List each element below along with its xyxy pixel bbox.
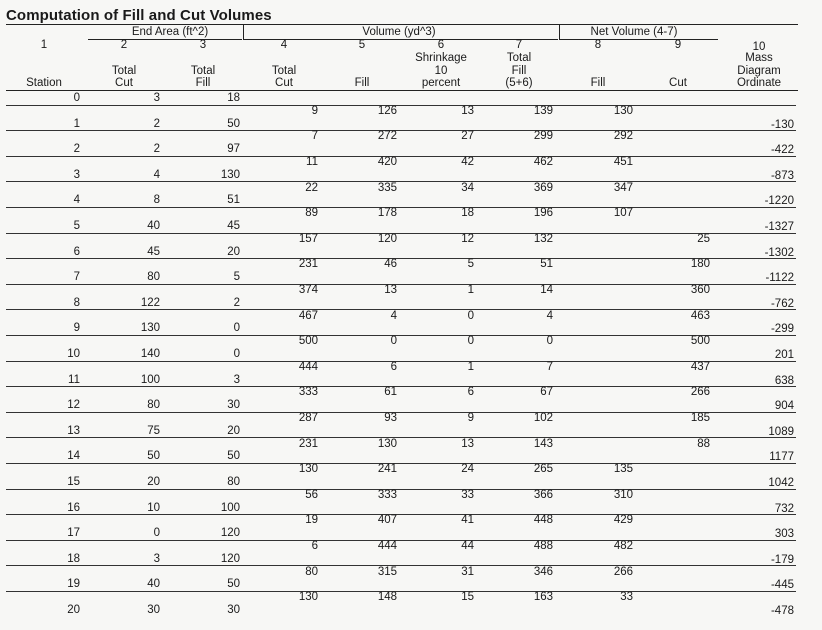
end-area-fill: 0 xyxy=(233,348,240,360)
mass-ordinate: -445 xyxy=(770,579,794,592)
net-cut: 360 xyxy=(690,284,710,296)
end-area-cut: 10 xyxy=(147,501,160,514)
end-area-cut: 0 xyxy=(153,527,160,540)
end-area-fill: 120 xyxy=(220,527,240,540)
station-number: 17 xyxy=(67,527,80,540)
column-number: 9 xyxy=(674,39,682,51)
end-area-fill: 5 xyxy=(233,271,240,284)
shrinkage: 44 xyxy=(461,540,474,552)
row-rule xyxy=(6,258,796,259)
end-area-fill: 130 xyxy=(220,168,240,181)
shrinkage: 1 xyxy=(467,360,474,373)
net-cut: 185 xyxy=(690,412,710,424)
station-number: 6 xyxy=(73,245,80,258)
net-fill: 429 xyxy=(613,514,633,527)
mass-ordinate: -1220 xyxy=(764,195,794,208)
end-area-fill: 45 xyxy=(227,220,240,232)
net-fill: 135 xyxy=(613,463,633,476)
total-fill: 299 xyxy=(533,130,553,143)
total-fill: 132 xyxy=(533,232,553,245)
row-rule xyxy=(6,386,796,387)
net-fill: 266 xyxy=(613,565,633,578)
shrinkage: 42 xyxy=(461,156,474,168)
volume-fill: 241 xyxy=(377,463,397,476)
group-header-volume: Volume (yd^3) xyxy=(362,26,436,38)
mass-ordinate: -299 xyxy=(770,323,794,336)
end-area-cut: 140 xyxy=(140,348,160,360)
volume-cut: 467 xyxy=(298,309,318,322)
group-header-end_area: End Area (ft^2) xyxy=(131,26,209,38)
volume-cut: 6 xyxy=(311,540,318,552)
total-fill: 265 xyxy=(533,463,553,476)
column-header-text: Cut xyxy=(669,77,687,89)
net-cut: 25 xyxy=(697,232,710,245)
column-header-text: (5+6) xyxy=(505,77,533,89)
net-fill: 33 xyxy=(620,591,633,604)
row-rule xyxy=(6,361,796,362)
volume-cut: 500 xyxy=(298,335,318,348)
volume-cut: 56 xyxy=(305,488,318,501)
end-area-cut: 4 xyxy=(153,168,160,181)
column-header-text: Total xyxy=(271,64,297,77)
volume-cut: 374 xyxy=(298,284,318,296)
end-area-cut: 45 xyxy=(147,245,160,258)
end-area-cut: 122 xyxy=(140,296,160,309)
station-number: 1 xyxy=(73,117,80,130)
shrinkage: 31 xyxy=(461,565,474,578)
station-number: 2 xyxy=(73,143,80,156)
end-area-fill: 80 xyxy=(227,476,240,488)
column-number: 6 xyxy=(437,39,445,51)
row-rule xyxy=(6,181,796,182)
volume-cut: 157 xyxy=(298,232,318,245)
end-area-cut: 100 xyxy=(140,373,160,386)
end-area-fill: 97 xyxy=(227,143,240,156)
mass-ordinate: 638 xyxy=(774,374,794,387)
mass-ordinate: 1177 xyxy=(769,451,794,464)
shrinkage: 24 xyxy=(461,463,474,476)
row-rule xyxy=(6,489,796,490)
volume-cut: 22 xyxy=(305,181,318,194)
volume-fill: 130 xyxy=(377,437,397,450)
shrinkage: 5 xyxy=(467,258,474,271)
mass-ordinate: 732 xyxy=(774,502,794,515)
station-number: 3 xyxy=(73,168,80,181)
column-header-text: Station xyxy=(26,77,62,89)
total-fill: 163 xyxy=(533,591,553,604)
shrinkage: 18 xyxy=(461,207,474,220)
volume-fill: 13 xyxy=(384,284,397,296)
shrinkage: 0 xyxy=(467,309,474,322)
shrinkage: 33 xyxy=(461,488,474,501)
column-number: 8 xyxy=(594,39,602,51)
volume-cut: 231 xyxy=(298,437,318,450)
shrinkage: 6 xyxy=(467,386,474,399)
column-header-text: Total xyxy=(190,64,216,77)
end-area-fill: 100 xyxy=(220,501,240,514)
mass-ordinate: -478 xyxy=(770,605,794,617)
volume-cut: 444 xyxy=(298,360,318,373)
column-header-text: Total xyxy=(506,52,532,64)
column-header-text: Fill xyxy=(590,77,606,89)
row-rule xyxy=(6,463,796,464)
net-cut: 463 xyxy=(690,309,710,322)
mass-ordinate: 1042 xyxy=(768,477,794,489)
column-header-text: Mass xyxy=(745,52,773,64)
shrinkage: 13 xyxy=(461,437,474,450)
shrinkage: 12 xyxy=(461,232,474,245)
column-number: 10 xyxy=(752,41,766,53)
row-rule xyxy=(6,284,796,285)
column-header-text: Fill xyxy=(511,64,527,77)
mass-ordinate: -1327 xyxy=(764,221,794,233)
end-area-fill: 50 xyxy=(227,450,240,463)
volume-fill: 272 xyxy=(377,130,397,143)
net-fill: 310 xyxy=(613,488,633,501)
shrinkage: 1 xyxy=(467,284,474,296)
end-area-cut: 80 xyxy=(147,271,160,284)
total-fill: 4 xyxy=(546,309,553,322)
group-separator xyxy=(243,24,244,40)
volume-fill: 4 xyxy=(390,309,397,322)
total-fill: 346 xyxy=(533,565,553,578)
total-fill: 488 xyxy=(533,540,553,552)
volume-fill: 0 xyxy=(390,335,397,348)
row-rule xyxy=(6,130,796,131)
volume-fill: 46 xyxy=(384,258,397,271)
column-header-text: 10 xyxy=(434,64,448,77)
shrinkage: 41 xyxy=(461,514,474,527)
column-header-text: Diagram xyxy=(737,64,781,77)
station-number: 16 xyxy=(67,501,80,514)
end-area-cut: 8 xyxy=(153,194,160,207)
volume-cut: 9 xyxy=(311,104,318,117)
volume-cut: 80 xyxy=(305,565,318,578)
total-fill: 0 xyxy=(546,335,553,348)
volume-fill: 148 xyxy=(377,591,397,604)
total-fill: 366 xyxy=(533,488,553,501)
net-fill: 347 xyxy=(613,181,633,194)
volume-cut: 231 xyxy=(298,258,318,271)
volume-fill: 178 xyxy=(377,207,397,220)
volume-fill: 315 xyxy=(377,565,397,578)
end-area-fill: 3 xyxy=(233,373,240,386)
volume-fill: 6 xyxy=(390,360,397,373)
row-rule xyxy=(6,514,796,515)
group-separator xyxy=(559,24,560,40)
shrinkage: 27 xyxy=(461,130,474,143)
end-area-cut: 3 xyxy=(153,552,160,565)
mass-ordinate: -130 xyxy=(770,118,794,131)
shrinkage: 13 xyxy=(461,104,474,117)
station-number: 0 xyxy=(73,92,80,104)
mass-ordinate: 303 xyxy=(774,528,794,541)
column-number: 7 xyxy=(515,39,523,51)
end-area-fill: 30 xyxy=(227,399,240,412)
end-area-cut: 75 xyxy=(147,424,160,437)
volume-cut: 130 xyxy=(298,591,318,604)
title-underline xyxy=(6,24,798,25)
row-rule xyxy=(6,156,796,157)
station-number: 18 xyxy=(67,552,80,565)
row-rule xyxy=(6,233,796,234)
station-number: 5 xyxy=(73,220,80,232)
header-bottom-rule xyxy=(6,90,798,91)
row-rule xyxy=(6,412,796,413)
end-area-cut: 2 xyxy=(153,117,160,130)
station-number: 7 xyxy=(73,271,80,284)
total-fill: 462 xyxy=(533,156,553,168)
end-area-cut: 2 xyxy=(153,143,160,156)
net-cut: 180 xyxy=(690,258,710,271)
end-area-fill: 30 xyxy=(227,604,240,616)
station-number: 14 xyxy=(67,450,80,463)
net-cut: 88 xyxy=(697,437,710,450)
volume-fill: 407 xyxy=(377,514,397,527)
volume-cut: 19 xyxy=(305,514,318,527)
mass-ordinate: -762 xyxy=(770,297,794,310)
end-area-fill: 20 xyxy=(227,424,240,437)
volume-cut: 333 xyxy=(298,386,318,399)
column-header-text: Cut xyxy=(275,77,293,89)
net-fill: 482 xyxy=(613,540,633,552)
volume-fill: 126 xyxy=(377,104,397,117)
total-fill: 102 xyxy=(533,412,553,424)
net-fill: 130 xyxy=(613,104,633,117)
total-fill: 14 xyxy=(540,284,553,296)
column-number: 5 xyxy=(358,39,366,51)
row-rule xyxy=(6,105,796,106)
end-area-cut: 130 xyxy=(140,322,160,335)
end-area-fill: 2 xyxy=(233,296,240,309)
row-rule xyxy=(6,207,796,208)
net-fill: 292 xyxy=(613,130,633,143)
end-area-cut: 80 xyxy=(147,399,160,412)
row-rule xyxy=(6,437,796,438)
station-number: 11 xyxy=(68,373,80,386)
net-cut: 437 xyxy=(690,360,710,373)
end-area-fill: 18 xyxy=(227,92,240,104)
volume-cut: 130 xyxy=(298,463,318,476)
station-number: 12 xyxy=(67,399,80,412)
shrinkage: 15 xyxy=(461,591,474,604)
column-header-text: Total xyxy=(111,64,137,77)
end-area-fill: 50 xyxy=(227,578,240,591)
column-header-text: Shrinkage xyxy=(415,52,467,64)
total-fill: 369 xyxy=(533,181,553,194)
mass-ordinate: 201 xyxy=(774,349,794,361)
end-area-cut: 30 xyxy=(147,604,160,616)
end-area-cut: 40 xyxy=(147,578,160,591)
total-fill: 7 xyxy=(546,360,553,373)
end-area-fill: 120 xyxy=(220,552,240,565)
column-number: 3 xyxy=(199,39,207,51)
mass-ordinate: 1089 xyxy=(768,425,794,438)
column-header-text: Fill xyxy=(195,77,211,89)
group-rule-end_area xyxy=(88,39,242,40)
column-header-text: percent xyxy=(421,77,461,89)
mass-ordinate: -1302 xyxy=(764,246,794,259)
net-fill: 107 xyxy=(613,207,633,220)
volume-fill: 93 xyxy=(384,412,397,424)
volume-fill: 335 xyxy=(377,181,397,194)
net-cut: 266 xyxy=(690,386,710,399)
page-title: Computation of Fill and Cut Volumes xyxy=(6,7,272,24)
end-area-fill: 51 xyxy=(227,194,240,207)
volume-fill: 333 xyxy=(377,488,397,501)
row-rule xyxy=(6,591,796,592)
shrinkage: 0 xyxy=(467,335,474,348)
mass-ordinate: -179 xyxy=(770,553,794,566)
station-number: 15 xyxy=(67,476,80,488)
mass-ordinate: -422 xyxy=(770,144,794,157)
column-header-text: Cut xyxy=(115,77,133,89)
group-rule-net_volume xyxy=(560,39,718,40)
station-number: 8 xyxy=(73,296,80,309)
total-fill: 196 xyxy=(533,207,553,220)
shrinkage: 9 xyxy=(467,412,474,424)
total-fill: 139 xyxy=(533,104,553,117)
station-number: 20 xyxy=(67,604,80,616)
column-header-text: Ordinate xyxy=(736,77,782,89)
row-rule xyxy=(6,309,796,310)
mass-ordinate: -873 xyxy=(770,169,794,182)
station-number: 10 xyxy=(67,348,80,360)
column-number: 4 xyxy=(280,39,288,51)
end-area-fill: 0 xyxy=(233,322,240,335)
volume-fill: 120 xyxy=(377,232,397,245)
volume-cut: 11 xyxy=(306,156,318,168)
row-rule xyxy=(6,565,796,566)
net-cut: 500 xyxy=(690,335,710,348)
end-area-cut: 3 xyxy=(153,92,160,104)
shrinkage: 34 xyxy=(461,181,474,194)
end-area-cut: 50 xyxy=(147,450,160,463)
total-fill: 67 xyxy=(540,386,553,399)
volume-cut: 7 xyxy=(311,130,318,143)
column-header-text: Fill xyxy=(354,77,370,89)
volume-fill: 61 xyxy=(384,386,397,399)
row-rule xyxy=(6,540,796,541)
station-number: 19 xyxy=(67,578,80,591)
total-fill: 143 xyxy=(533,437,553,450)
station-number: 13 xyxy=(67,424,80,437)
column-number: 2 xyxy=(120,39,128,51)
station-number: 9 xyxy=(73,322,80,335)
station-number: 4 xyxy=(73,194,80,207)
row-rule xyxy=(6,335,796,336)
column-number: 1 xyxy=(40,39,48,51)
group-rule-volume xyxy=(244,39,558,40)
end-area-fill: 50 xyxy=(227,117,240,130)
volume-fill: 444 xyxy=(377,540,397,552)
mass-ordinate: 904 xyxy=(774,400,794,413)
end-area-cut: 20 xyxy=(147,476,160,488)
volume-fill: 420 xyxy=(377,156,397,168)
volume-cut: 287 xyxy=(298,412,318,424)
mass-ordinate: -1122 xyxy=(765,272,794,285)
volume-cut: 89 xyxy=(305,207,318,220)
total-fill: 448 xyxy=(533,514,553,527)
group-header-net_volume: Net Volume (4-7) xyxy=(590,26,678,38)
net-fill: 451 xyxy=(613,156,633,168)
total-fill: 51 xyxy=(540,258,553,271)
end-area-fill: 20 xyxy=(227,245,240,258)
end-area-cut: 40 xyxy=(147,220,160,232)
